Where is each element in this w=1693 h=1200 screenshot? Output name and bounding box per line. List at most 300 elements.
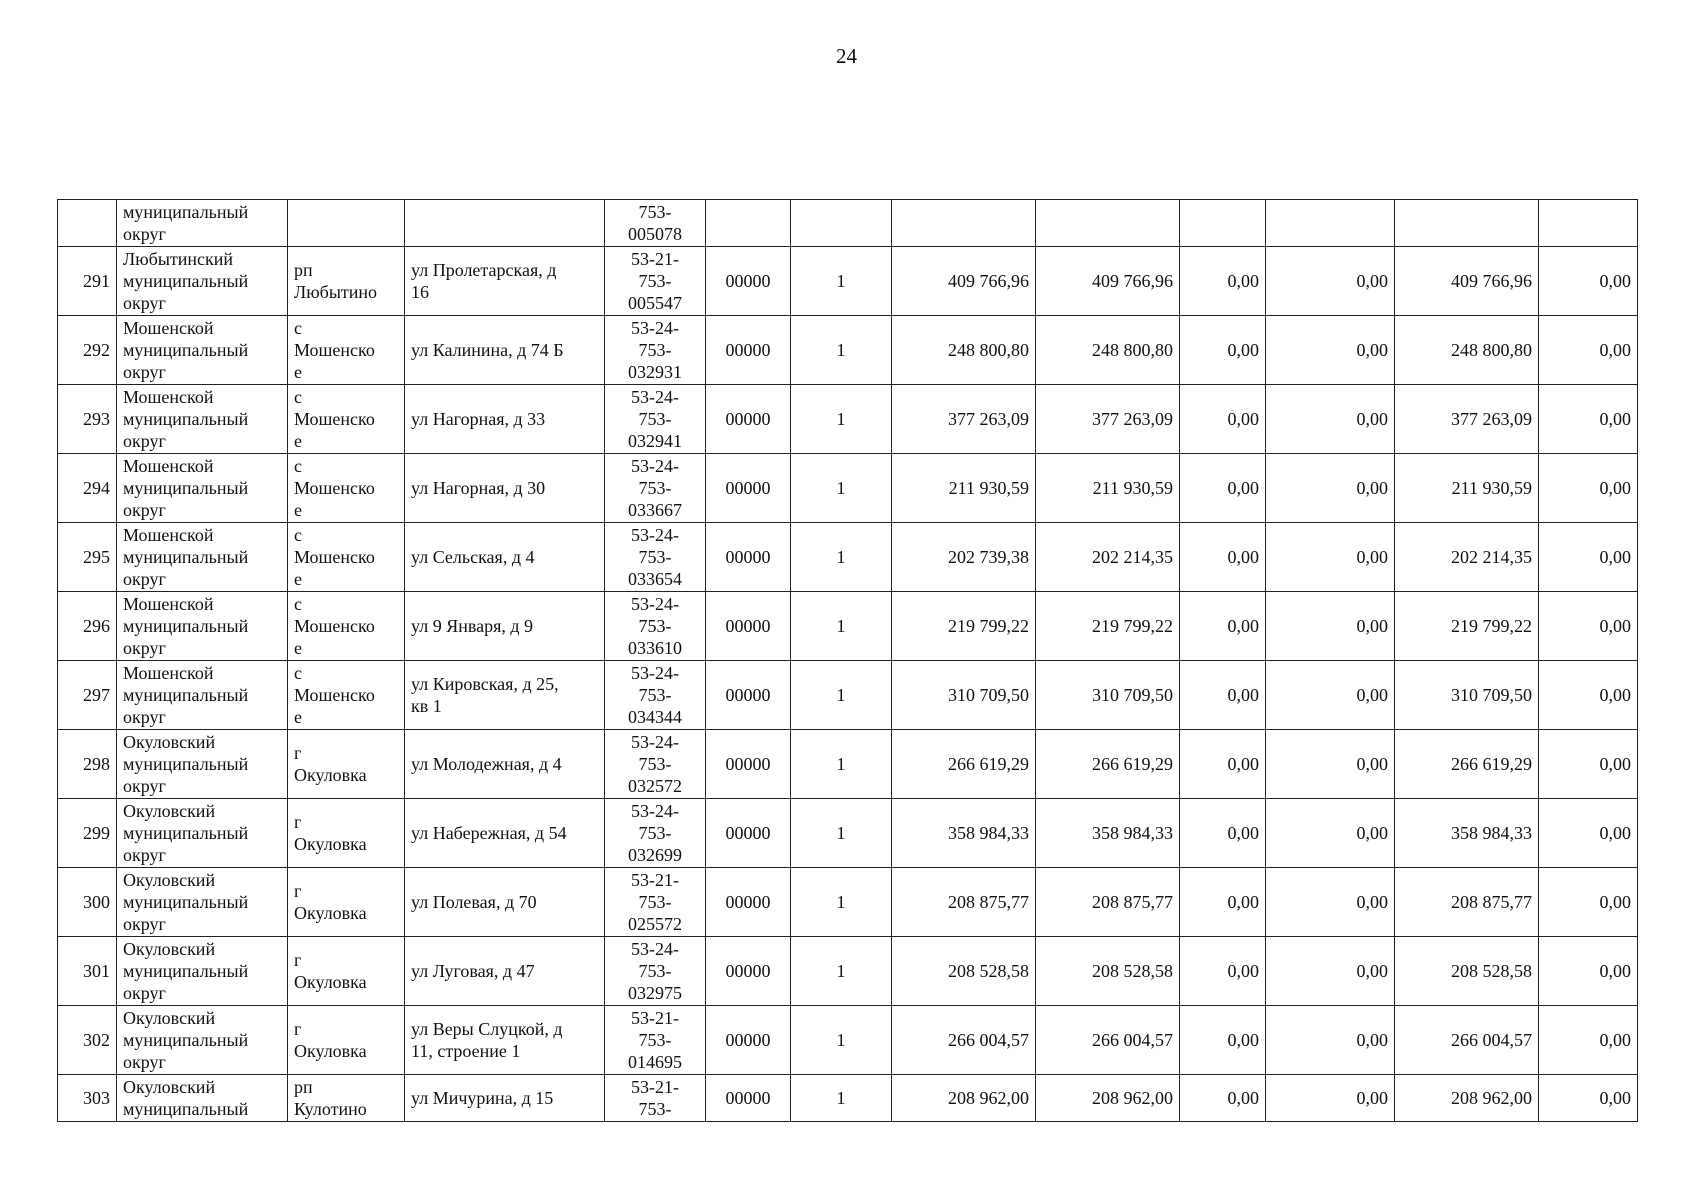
amount-cell-1: 310 709,50 [892, 661, 1036, 730]
oktmo-code-cell-line: 753- [638, 547, 672, 567]
kind-code-cell [706, 200, 791, 247]
row-number-cell: 292 [58, 316, 117, 385]
address-cell-line: ул Нагорная, д 33 [411, 409, 546, 429]
oktmo-code-cell [605, 454, 706, 523]
district-cell [117, 1006, 288, 1075]
amount-cell-6: 0,00 [1539, 799, 1638, 868]
row-number-cell: 299 [58, 799, 117, 868]
amount-cell-3: 0,00 [1180, 523, 1266, 592]
oktmo-code-cell-line: 53-24- [631, 318, 679, 338]
oktmo-code-cell-line: 753- [638, 1030, 672, 1050]
amount-cell-5: 377 263,09 [1395, 385, 1539, 454]
oktmo-code-cell-line: 032931 [628, 362, 682, 382]
amount-cell-6: 0,00 [1539, 1006, 1638, 1075]
amount-cell-3 [1180, 200, 1266, 247]
address-cell [405, 523, 605, 592]
address-cell [405, 316, 605, 385]
district-cell-line: муниципальный [123, 202, 249, 222]
oktmo-code-cell-line: 034344 [628, 707, 682, 727]
amount-cell-1: 208 528,58 [892, 937, 1036, 1006]
row-number-cell: 297 [58, 661, 117, 730]
oktmo-code-cell-line: 53-24- [631, 525, 679, 545]
district-cell [117, 454, 288, 523]
oktmo-code-cell-line: 53-24- [631, 594, 679, 614]
district-cell [117, 730, 288, 799]
district-cell-line: муниципальный [123, 616, 249, 636]
locality-cell [288, 661, 405, 730]
oktmo-code-cell [605, 799, 706, 868]
oktmo-code-cell-line: 005078 [628, 224, 682, 244]
kind-code-cell: 00000 [706, 868, 791, 937]
row-number-cell: 296 [58, 592, 117, 661]
amount-cell-4: 0,00 [1266, 385, 1395, 454]
oktmo-code-cell-line: 033654 [628, 569, 682, 589]
amount-cell-2: 266 004,57 [1036, 1006, 1180, 1075]
address-cell-line: ул Сельская, д 4 [411, 547, 535, 567]
oktmo-code-cell-line: 753- [638, 685, 672, 705]
district-cell-line: Любытинский [123, 249, 234, 269]
kind-code-cell: 00000 [706, 316, 791, 385]
locality-cell-line: е [294, 362, 302, 382]
district-cell-line: Окуловский [123, 1077, 216, 1097]
table-row [58, 1075, 1638, 1122]
amount-cell-5: 208 962,00 [1395, 1075, 1539, 1122]
oktmo-code-cell-line: 025572 [628, 914, 682, 934]
locality-cell-line: Окуловка [294, 1041, 367, 1061]
address-cell [405, 1006, 605, 1075]
page-number: 24 [836, 44, 857, 68]
kind-code-cell: 00000 [706, 730, 791, 799]
amount-cell-3: 0,00 [1180, 1006, 1266, 1075]
amount-cell-1: 211 930,59 [892, 454, 1036, 523]
oktmo-code-cell-line: 53-24- [631, 732, 679, 752]
amount-cell-2: 248 800,80 [1036, 316, 1180, 385]
oktmo-code-cell [605, 1006, 706, 1075]
district-cell-line: Мошенской [123, 456, 214, 476]
amount-cell-4: 0,00 [1266, 247, 1395, 316]
row-number-cell [58, 200, 117, 247]
amount-cell-2: 310 709,50 [1036, 661, 1180, 730]
district-cell-line: округ [123, 224, 166, 244]
amount-cell-6: 0,00 [1539, 1075, 1638, 1122]
oktmo-code-cell [605, 592, 706, 661]
district-cell-line: муниципальный [123, 1099, 249, 1119]
locality-cell-line: рп [294, 260, 313, 280]
oktmo-code-cell [605, 1075, 706, 1122]
oktmo-code-cell-line: 753- [638, 961, 672, 981]
locality-cell [288, 730, 405, 799]
amount-cell-3: 0,00 [1180, 247, 1266, 316]
address-cell-line: ул Луговая, д 47 [411, 961, 535, 981]
oktmo-code-cell-line: 53-24- [631, 387, 679, 407]
registry-table [57, 199, 1638, 1122]
district-cell [117, 937, 288, 1006]
district-cell-line: округ [123, 776, 166, 796]
amount-cell-6: 0,00 [1539, 592, 1638, 661]
table-row [58, 730, 1638, 799]
oktmo-code-cell [605, 247, 706, 316]
table-row [58, 454, 1638, 523]
amount-cell-5: 310 709,50 [1395, 661, 1539, 730]
amount-cell-5: 409 766,96 [1395, 247, 1539, 316]
amount-cell-1: 248 800,80 [892, 316, 1036, 385]
kind-code-cell: 00000 [706, 247, 791, 316]
district-cell-line: округ [123, 983, 166, 1003]
oktmo-code-cell-line: 032941 [628, 431, 682, 451]
locality-cell-line: Окуловка [294, 972, 367, 992]
amount-cell-6: 0,00 [1539, 868, 1638, 937]
locality-cell-line: г [294, 950, 302, 970]
oktmo-code-cell [605, 200, 706, 247]
district-cell [117, 247, 288, 316]
oktmo-code-cell-line: 014695 [628, 1052, 682, 1072]
amount-cell-3: 0,00 [1180, 730, 1266, 799]
district-cell-line: муниципальный [123, 754, 249, 774]
amount-cell-1: 208 875,77 [892, 868, 1036, 937]
address-cell-line: ул Нагорная, д 30 [411, 478, 546, 498]
district-cell-line: округ [123, 293, 166, 313]
quantity-cell: 1 [791, 1075, 892, 1122]
quantity-cell: 1 [791, 592, 892, 661]
amount-cell-6: 0,00 [1539, 454, 1638, 523]
amount-cell-1: 266 004,57 [892, 1006, 1036, 1075]
quantity-cell: 1 [791, 1006, 892, 1075]
oktmo-code-cell-line: 53-21- [631, 870, 679, 890]
address-cell-line: ул Полевая, д 70 [411, 892, 537, 912]
amount-cell-2: 409 766,96 [1036, 247, 1180, 316]
district-cell-line: Мошенской [123, 525, 214, 545]
address-cell-line: ул Калинина, д 74 Б [411, 340, 564, 360]
amount-cell-2: 208 875,77 [1036, 868, 1180, 937]
locality-cell [288, 316, 405, 385]
locality-cell-line: Мошенско [294, 547, 375, 567]
address-cell-line: ул Набережная, д 54 [411, 823, 567, 843]
table-row [58, 592, 1638, 661]
address-cell [405, 454, 605, 523]
oktmo-code-cell-line: 032572 [628, 776, 682, 796]
amount-cell-1: 358 984,33 [892, 799, 1036, 868]
address-cell [405, 385, 605, 454]
locality-cell-line: е [294, 569, 302, 589]
locality-cell [288, 385, 405, 454]
amount-cell-4 [1266, 200, 1395, 247]
quantity-cell: 1 [791, 661, 892, 730]
oktmo-code-cell-line: 033667 [628, 500, 682, 520]
kind-code-cell: 00000 [706, 1075, 791, 1122]
oktmo-code-cell-line: 753- [638, 1099, 672, 1119]
oktmo-code-cell-line: 753- [638, 823, 672, 843]
amount-cell-1: 266 619,29 [892, 730, 1036, 799]
amount-cell-1: 219 799,22 [892, 592, 1036, 661]
district-cell [117, 661, 288, 730]
district-cell-line: муниципальный [123, 892, 249, 912]
locality-cell-line: Мошенско [294, 685, 375, 705]
locality-cell-line: Окуловка [294, 765, 367, 785]
amount-cell-4: 0,00 [1266, 1006, 1395, 1075]
locality-cell [288, 1006, 405, 1075]
amount-cell-1 [892, 200, 1036, 247]
district-cell-line: Окуловский [123, 939, 216, 959]
amount-cell-6 [1539, 200, 1638, 247]
district-cell [117, 316, 288, 385]
amount-cell-1: 202 739,38 [892, 523, 1036, 592]
amount-cell-4: 0,00 [1266, 592, 1395, 661]
amount-cell-5: 202 214,35 [1395, 523, 1539, 592]
oktmo-code-cell-line: 032699 [628, 845, 682, 865]
oktmo-code-cell-line: 753- [638, 616, 672, 636]
district-cell [117, 1075, 288, 1122]
address-cell-line: ул 9 Января, д 9 [411, 616, 534, 636]
address-cell [405, 200, 605, 247]
district-cell-line: Окуловский [123, 1008, 216, 1028]
amount-cell-6: 0,00 [1539, 385, 1638, 454]
row-number-cell: 301 [58, 937, 117, 1006]
oktmo-code-cell-line: 53-21- [631, 1077, 679, 1097]
district-cell-line: муниципальный [123, 271, 249, 291]
amount-cell-3: 0,00 [1180, 661, 1266, 730]
oktmo-code-cell-line: 53-21- [631, 249, 679, 269]
district-cell [117, 523, 288, 592]
oktmo-code-cell [605, 385, 706, 454]
amount-cell-4: 0,00 [1266, 868, 1395, 937]
locality-cell-line: г [294, 1019, 302, 1039]
address-cell-line: ул Мичурина, д 15 [411, 1088, 554, 1108]
amount-cell-3: 0,00 [1180, 454, 1266, 523]
amount-cell-2: 208 528,58 [1036, 937, 1180, 1006]
district-cell-line: округ [123, 1052, 166, 1072]
locality-cell [288, 1075, 405, 1122]
quantity-cell: 1 [791, 385, 892, 454]
amount-cell-5: 208 875,77 [1395, 868, 1539, 937]
district-cell-line: Окуловский [123, 870, 216, 890]
locality-cell-line: с [294, 318, 302, 338]
amount-cell-6: 0,00 [1539, 316, 1638, 385]
amount-cell-1: 409 766,96 [892, 247, 1036, 316]
oktmo-code-cell-line: 753- [638, 478, 672, 498]
oktmo-code-cell-line: 53-24- [631, 939, 679, 959]
row-number-cell: 294 [58, 454, 117, 523]
oktmo-code-cell-line: 753- [638, 340, 672, 360]
amount-cell-4: 0,00 [1266, 523, 1395, 592]
quantity-cell: 1 [791, 454, 892, 523]
district-cell-line: муниципальный [123, 961, 249, 981]
district-cell-line: Мошенской [123, 387, 214, 407]
table-row [58, 937, 1638, 1006]
row-number-cell: 303 [58, 1075, 117, 1122]
amount-cell-5: 266 619,29 [1395, 730, 1539, 799]
address-cell-line: ул Пролетарская, д [411, 260, 557, 280]
address-cell [405, 730, 605, 799]
amount-cell-2: 219 799,22 [1036, 592, 1180, 661]
amount-cell-5: 211 930,59 [1395, 454, 1539, 523]
amount-cell-4: 0,00 [1266, 937, 1395, 1006]
district-cell-line: муниципальный [123, 340, 249, 360]
oktmo-code-cell-line: 753- [638, 754, 672, 774]
locality-cell [288, 592, 405, 661]
amount-cell-2: 377 263,09 [1036, 385, 1180, 454]
amount-cell-3: 0,00 [1180, 592, 1266, 661]
address-cell [405, 799, 605, 868]
amount-cell-5 [1395, 200, 1539, 247]
quantity-cell [791, 200, 892, 247]
row-number-cell: 298 [58, 730, 117, 799]
amount-cell-3: 0,00 [1180, 1075, 1266, 1122]
district-cell-line: Мошенской [123, 594, 214, 614]
quantity-cell: 1 [791, 937, 892, 1006]
kind-code-cell: 00000 [706, 1006, 791, 1075]
amount-cell-4: 0,00 [1266, 799, 1395, 868]
locality-cell-line: Мошенско [294, 340, 375, 360]
oktmo-code-cell-line: 53-24- [631, 663, 679, 683]
kind-code-cell: 00000 [706, 592, 791, 661]
table-row [58, 1006, 1638, 1075]
kind-code-cell: 00000 [706, 799, 791, 868]
locality-cell-line: Мошенско [294, 478, 375, 498]
amount-cell-2: 211 930,59 [1036, 454, 1180, 523]
locality-cell-line: е [294, 707, 302, 727]
amount-cell-2: 202 214,35 [1036, 523, 1180, 592]
district-cell-line: муниципальный [123, 685, 249, 705]
oktmo-code-cell-line: 53-24- [631, 801, 679, 821]
amount-cell-5: 266 004,57 [1395, 1006, 1539, 1075]
amount-cell-6: 0,00 [1539, 247, 1638, 316]
district-cell-line: округ [123, 431, 166, 451]
oktmo-code-cell [605, 937, 706, 1006]
amount-cell-3: 0,00 [1180, 937, 1266, 1006]
locality-cell [288, 200, 405, 247]
address-cell [405, 661, 605, 730]
quantity-cell: 1 [791, 868, 892, 937]
kind-code-cell: 00000 [706, 454, 791, 523]
table-row [58, 200, 1638, 247]
address-cell-line: ул Молодежная, д 4 [411, 754, 562, 774]
table-row [58, 316, 1638, 385]
row-number-cell: 300 [58, 868, 117, 937]
amount-cell-6: 0,00 [1539, 937, 1638, 1006]
locality-cell [288, 937, 405, 1006]
locality-cell-line: с [294, 525, 302, 545]
locality-cell-line: с [294, 663, 302, 683]
kind-code-cell: 00000 [706, 937, 791, 1006]
amount-cell-6: 0,00 [1539, 661, 1638, 730]
amount-cell-3: 0,00 [1180, 799, 1266, 868]
district-cell-line: округ [123, 707, 166, 727]
locality-cell [288, 523, 405, 592]
locality-cell-line: Любытино [294, 282, 378, 302]
district-cell-line: Мошенской [123, 663, 214, 683]
locality-cell-line: е [294, 431, 302, 451]
oktmo-code-cell [605, 661, 706, 730]
district-cell-line: округ [123, 362, 166, 382]
address-cell [405, 868, 605, 937]
amount-cell-5: 358 984,33 [1395, 799, 1539, 868]
locality-cell-line: Мошенско [294, 616, 375, 636]
locality-cell-line: Окуловка [294, 834, 367, 854]
locality-cell-line: е [294, 500, 302, 520]
address-cell [405, 592, 605, 661]
table-row [58, 385, 1638, 454]
locality-cell-line: Кулотино [294, 1099, 367, 1119]
locality-cell [288, 247, 405, 316]
district-cell-line: округ [123, 845, 166, 865]
locality-cell-line: г [294, 812, 302, 832]
district-cell-line: муниципальный [123, 409, 249, 429]
amount-cell-4: 0,00 [1266, 661, 1395, 730]
district-cell-line: муниципальный [123, 823, 249, 843]
amount-cell-1: 208 962,00 [892, 1075, 1036, 1122]
locality-cell [288, 868, 405, 937]
amount-cell-4: 0,00 [1266, 454, 1395, 523]
oktmo-code-cell-line: 753- [638, 271, 672, 291]
amount-cell-1: 377 263,09 [892, 385, 1036, 454]
district-cell [117, 799, 288, 868]
district-cell-line: Окуловский [123, 732, 216, 752]
locality-cell-line: е [294, 638, 302, 658]
amount-cell-2: 208 962,00 [1036, 1075, 1180, 1122]
table-body [58, 200, 1638, 1122]
address-cell-line: ул Кировская, д 25, [411, 674, 559, 694]
table-row [58, 799, 1638, 868]
district-cell-line: муниципальный [123, 1030, 249, 1050]
address-cell-line: 16 [411, 282, 429, 302]
district-cell-line: Окуловский [123, 801, 216, 821]
table-row [58, 247, 1638, 316]
oktmo-code-cell-line: 005547 [628, 293, 682, 313]
locality-cell-line: с [294, 456, 302, 476]
quantity-cell: 1 [791, 247, 892, 316]
locality-cell-line: г [294, 881, 302, 901]
oktmo-code-cell-line: 53-21- [631, 1008, 679, 1028]
district-cell-line: муниципальный [123, 478, 249, 498]
oktmo-code-cell-line: 53-24- [631, 456, 679, 476]
oktmo-code-cell [605, 316, 706, 385]
locality-cell-line: Мошенско [294, 409, 375, 429]
locality-cell-line: с [294, 594, 302, 614]
address-cell [405, 1075, 605, 1122]
oktmo-code-cell-line: 753- [638, 892, 672, 912]
oktmo-code-cell [605, 730, 706, 799]
amount-cell-5: 208 528,58 [1395, 937, 1539, 1006]
locality-cell-line: Окуловка [294, 903, 367, 923]
amount-cell-4: 0,00 [1266, 316, 1395, 385]
amount-cell-2: 358 984,33 [1036, 799, 1180, 868]
oktmo-code-cell-line: 033610 [628, 638, 682, 658]
row-number-cell: 302 [58, 1006, 117, 1075]
address-cell-line: 11, строение 1 [411, 1041, 521, 1061]
quantity-cell: 1 [791, 730, 892, 799]
district-cell [117, 385, 288, 454]
district-cell-line: округ [123, 638, 166, 658]
amount-cell-5: 219 799,22 [1395, 592, 1539, 661]
amount-cell-2: 266 619,29 [1036, 730, 1180, 799]
oktmo-code-cell [605, 523, 706, 592]
table-row [58, 523, 1638, 592]
district-cell-line: муниципальный [123, 547, 249, 567]
locality-cell [288, 454, 405, 523]
address-cell [405, 247, 605, 316]
amount-cell-4: 0,00 [1266, 1075, 1395, 1122]
oktmo-code-cell-line: 032975 [628, 983, 682, 1003]
kind-code-cell: 00000 [706, 385, 791, 454]
district-cell-line: округ [123, 569, 166, 589]
amount-cell-5: 248 800,80 [1395, 316, 1539, 385]
district-cell-line: Мошенской [123, 318, 214, 338]
oktmo-code-cell [605, 868, 706, 937]
locality-cell-line: г [294, 743, 302, 763]
row-number-cell: 295 [58, 523, 117, 592]
amount-cell-3: 0,00 [1180, 385, 1266, 454]
row-number-cell: 293 [58, 385, 117, 454]
